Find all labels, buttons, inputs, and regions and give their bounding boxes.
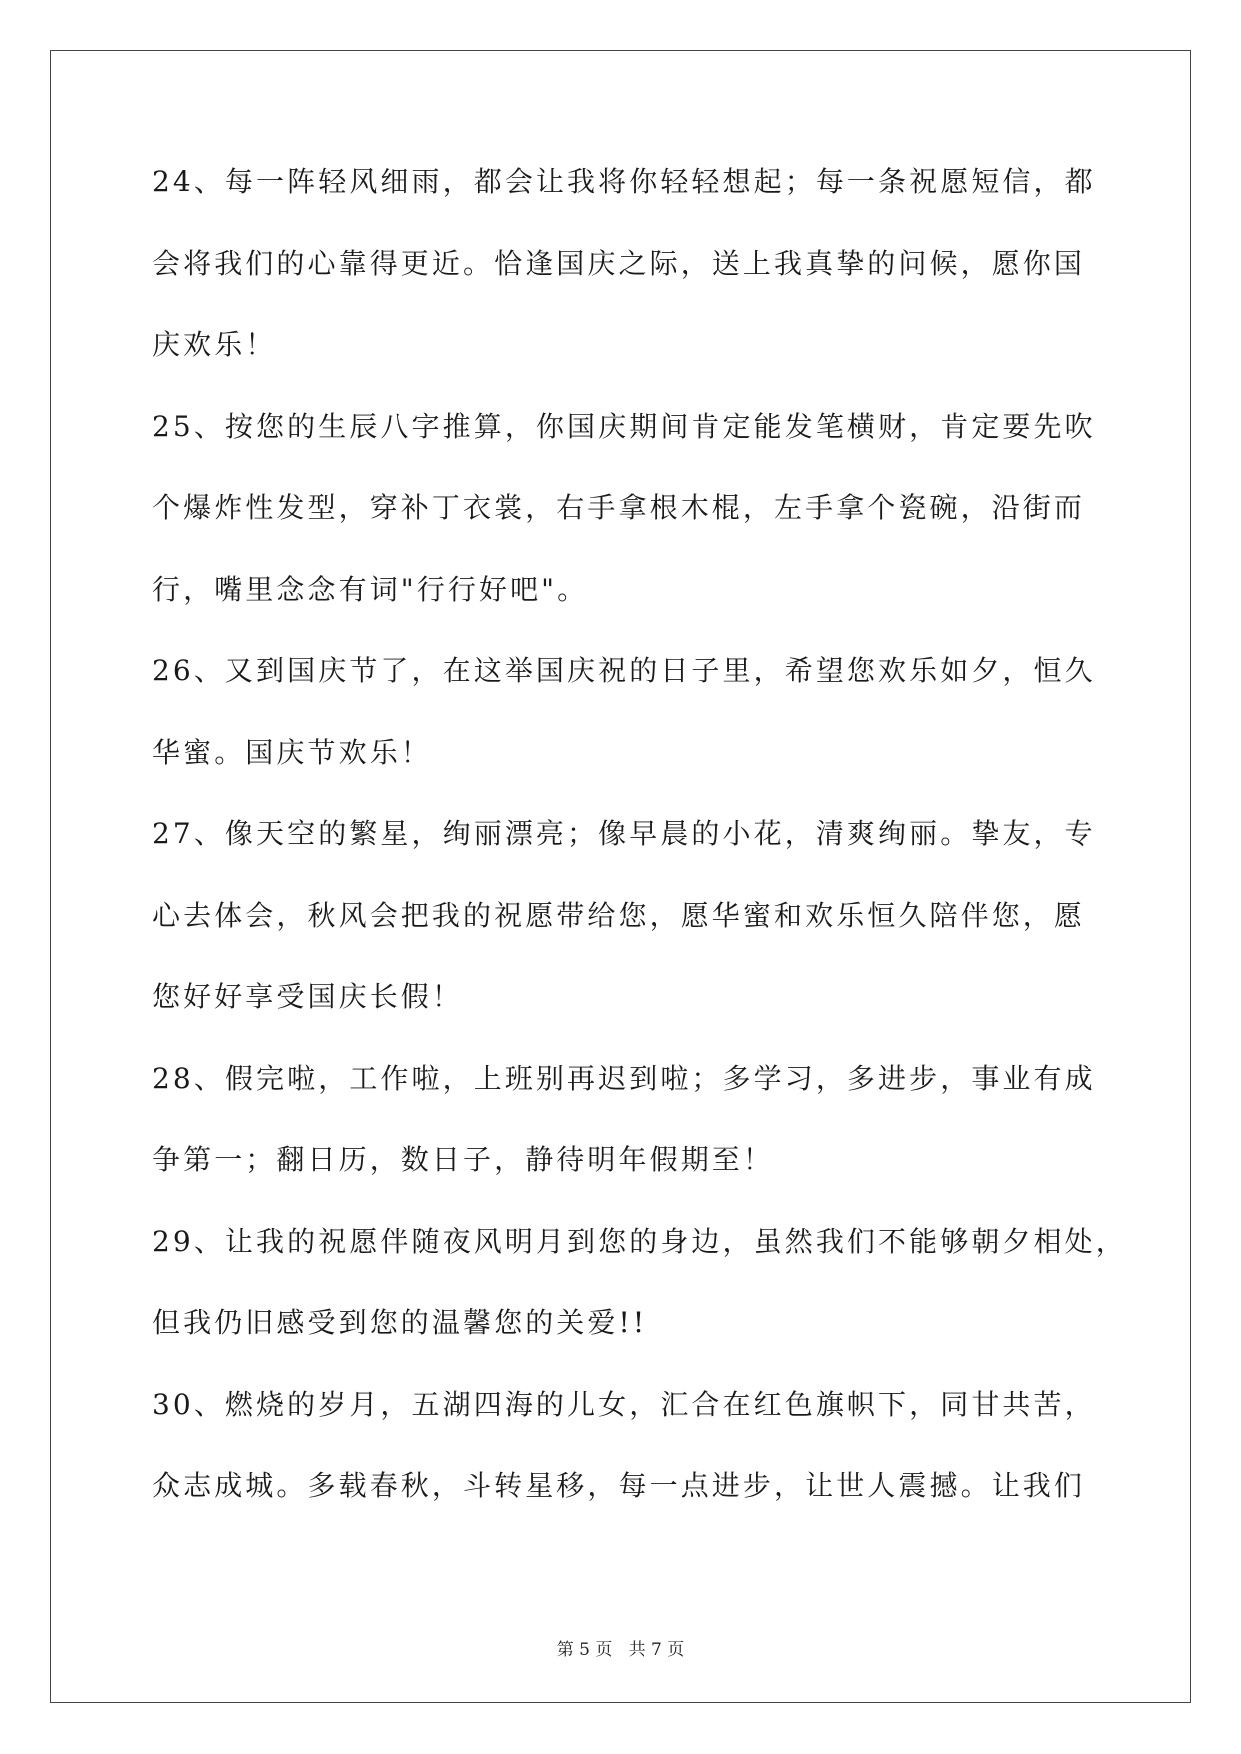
page-number: 第 5 页 共 7 页: [556, 1640, 685, 1660]
text-line: 但我仍旧感受到您的温馨您的关爱!!: [152, 1306, 648, 1339]
text-line: 29、让我的祝愿伴随夜风明月到您的身边，虽然我们不能够朝夕相处，: [152, 1224, 1127, 1258]
text-line: 28、假完啦，工作啦，上班别再迟到啦；多学习，多进步，事业有成: [152, 1061, 1096, 1095]
text-line: 30、燃烧的岁月，五湖四海的儿女，汇合在红色旗帜下，同甘共苦，: [152, 1387, 1096, 1421]
document-body: [152, 162, 1127, 1548]
text-line: 26、又到国庆节了，在这举国庆祝的日子里，希望您欢乐如夕，恒久: [152, 654, 1096, 687]
page-footer: [0, 1635, 1241, 1660]
text-line: 心去体会，秋风会把我的祝愿带给您，愿华蜜和欢乐恒久陪伴您，愿: [152, 898, 1086, 932]
text-line: 24、每一阵轻风细雨，都会让我将你轻轻想起；每一条祝愿短信，都: [152, 165, 1096, 198]
text-line: 行，嘴里念念有词"行行好吧"。: [152, 572, 589, 606]
text-line: 您好好享受国庆长假！: [152, 980, 464, 1013]
text-line: 众志成城。多载春秋，斗转星移，每一点进步，让世人震撼。让我们: [152, 1469, 1086, 1502]
text-line: 个爆炸性发型，穿补丁衣裳，右手拿根木棍，左手拿个瓷碗，沿街而: [152, 491, 1086, 524]
text-line: 25、按您的生辰八字推算，你国庆期间肯定能发笔横财，肯定要先吹: [152, 409, 1096, 443]
text-line: 27、像天空的繁星，绚丽漂亮；像早晨的小花，清爽绚丽。挚友，专: [152, 817, 1096, 850]
text-line: 争第一；翻日历，数日子，静待明年假期至！: [152, 1143, 775, 1176]
text-line: 华蜜。国庆节欢乐！: [152, 735, 432, 769]
text-line: 会将我们的心靠得更近。恰逢国庆之际，送上我真挚的问候，愿你国: [152, 246, 1086, 280]
text-line: 庆欢乐！: [152, 328, 277, 361]
